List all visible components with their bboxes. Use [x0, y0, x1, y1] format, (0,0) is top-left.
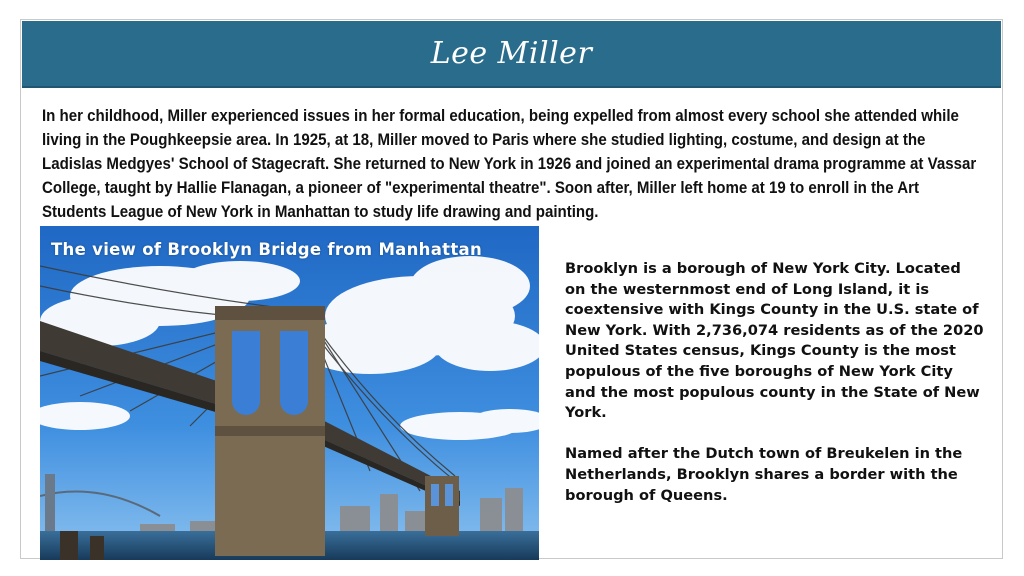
intro-paragraph: In her childhood, Miller experienced issues in her formal education, being expelled from almost every school she attended while living in the Poughkeepsie area. In 1925, at 18, Miller moved to Paris where she studied lighting, costume, and design at the Ladislas Medgyes' School of Stagecraft. She returned to New York in 1926 and joined an experimental drama programme at Vassar College, taught by Hallie Flanagan, a pioneer of "experimental theatre". Soon after, Miller left home at 19 to enroll in the Art Students League of New York in Manhattan to study life drawing and painting.: [42, 107, 977, 221]
brooklyn-bridge-photo: [40, 226, 539, 560]
photo-caption: The view of Brooklyn Bridge from Manhattan: [51, 240, 482, 259]
paragraph-brooklyn-overview: Brooklyn is a borough of New York City. Located on the westernmost end of Long Island, it is coextensive with Kings County in the U.S. state of New York. With 2,736,074 residents as of the 2020 United States census, Kings County is the most populous of the five boroughs of New York City and the most populous county in the State of New York.: [565, 260, 984, 422]
title-bar: [22, 21, 1001, 88]
bridge-illustration: [40, 226, 539, 560]
brooklyn-description: [565, 259, 985, 506]
paragraph-brooklyn-name: Named after the Dutch town of Breukelen in the Netherlands, Brooklyn shares a border with the borough of Queens.: [565, 445, 963, 504]
slide-title: Lee Miller: [430, 36, 593, 71]
